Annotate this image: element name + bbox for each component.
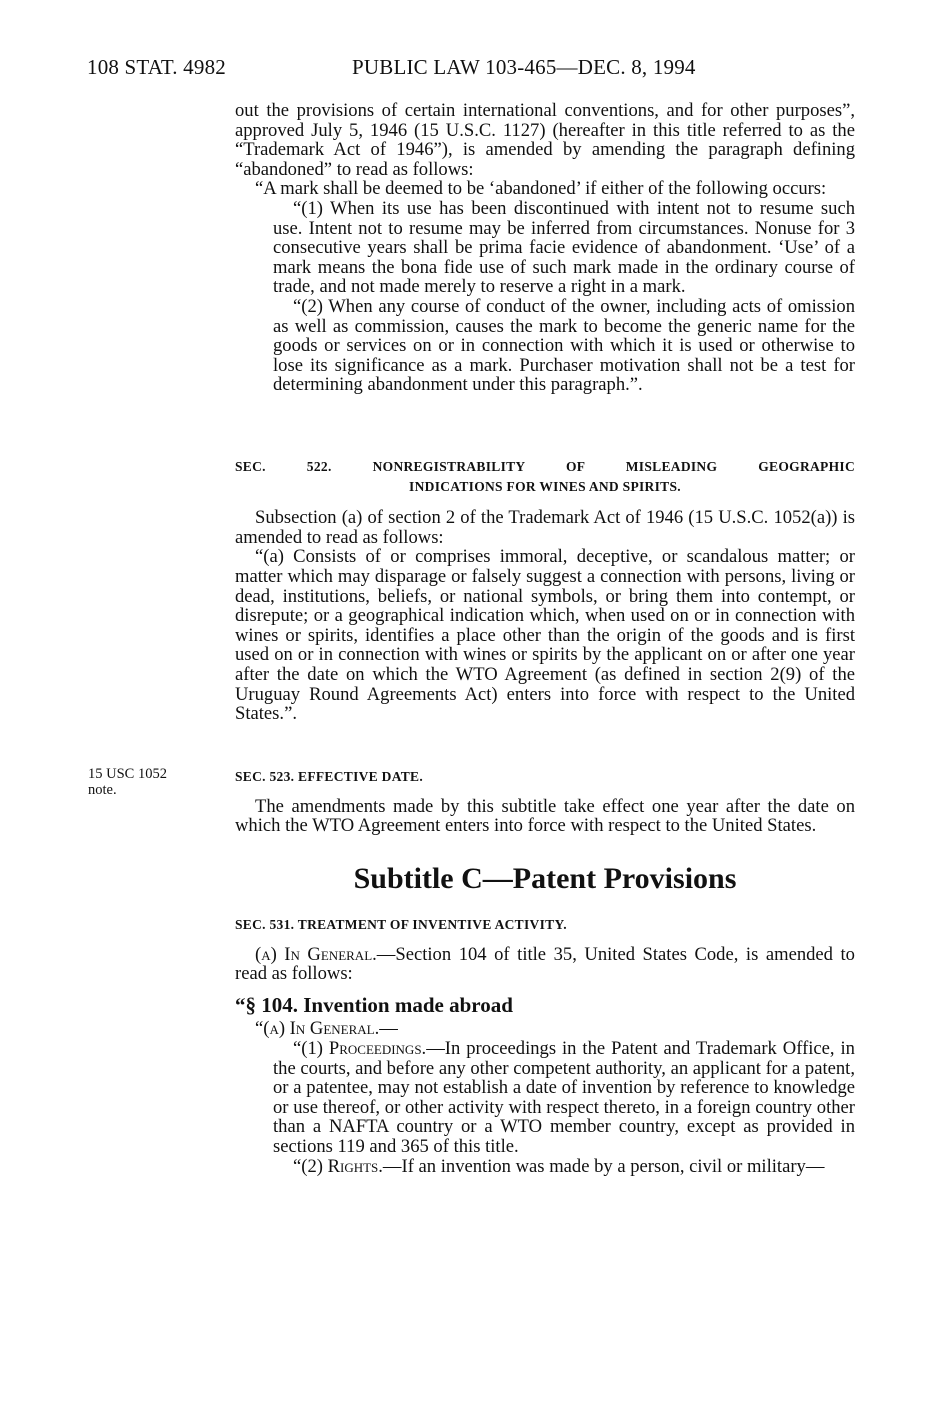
- margin-citation: 15 USC 1052: [88, 766, 167, 782]
- intro-paragraph: “A mark shall be deemed to be ‘abandoned’ if either of the following occurs:: [255, 178, 827, 200]
- sec-523: [235, 767, 855, 836]
- running-header: PUBLIC LAW 103-465—DEC. 8, 1994: [352, 55, 696, 79]
- clause-text: —If an invention was made by a person, civil or military—: [382, 1155, 825, 1177]
- subsection-label: (a) In General.: [255, 943, 377, 965]
- paragraph: The amendments made by this subtitle take effect one year after the date on which the WTO Agreement enters into force with respect to the United States.: [235, 795, 855, 837]
- subsection-heading: “(a) In General.—: [255, 1018, 398, 1040]
- section-heading: SEC. 522. NONREGISTRABILITY OF MISLEADING GEOGRAPHIC: [235, 459, 855, 474]
- intro-block: [235, 101, 855, 395]
- paragraph: [235, 945, 855, 984]
- margin-note: [88, 766, 167, 798]
- clause-label: “(1) Proceedings.: [293, 1037, 427, 1059]
- clause-2: “(2) When any course of conduct of the owner, including acts of omission as well as commission, causes the mark to become the generic name for the goods or services on or in connection with which it is used or otherwise to lose its significance as a mark. Purchaser motivation shall not be a test for determining abandonment under this paragraph.”.: [273, 295, 855, 396]
- sec-522: [235, 457, 855, 724]
- paragraph: Subsection (a) of section 2 of the Trademark Act of 1946 (15 U.S.C. 1052(a)) is amended to read as follows:: [235, 507, 855, 548]
- clause-1: “(1) When its use has been discontinued with intent not to resume such use. Intent not to resume may be inferred from circumstances. Nonuse for 3 consecutive years shall be prima facie evidence of abandonment. ‘Use’ of a mark means the bona fide use of such mark made in the ordinary course of trade, and not made merely to reserve a right in a mark.: [273, 197, 855, 298]
- subtitle-heading: Subtitle C—Patent Provisions: [353, 862, 737, 895]
- intro-paragraph: out the provisions of certain international conventions, and for other purposes”, approved July 5, 1946 (15 U.S.C. 1127) (hereafter in this title referred to as the “Trademark Act of 1946”), is amended by amending the paragraph defining “abandoned” to read as follows:: [235, 100, 855, 180]
- section-heading-cont: INDICATIONS FOR WINES AND SPIRITS.: [409, 478, 681, 494]
- clause-label: “(2) Rights.: [293, 1155, 383, 1177]
- paragraph: “(a) Consists of or comprises immoral, deceptive, or scandalous matter; or matter which may disparage or falsely suggest a connection with persons, living or dead, institutions, beliefs, or national symbols, or bring them into contempt, or disrepute; or a geographical indication which, when used on or in connection with wines or spirits, identifies a place other than the origin of the goods and is first used on or in connection with wines or spirits by the applicant on or after one year after the date on which the WTO Agreement (as defined in section 2(9) of the Uruguay Round Agreements Act) enters into force with respect to the United States.”.: [235, 546, 855, 725]
- sec-531: [235, 915, 855, 1176]
- section-heading: SEC. 531. TREATMENT OF INVENTIVE ACTIVITY.: [235, 917, 567, 932]
- clause-1: [235, 1039, 855, 1157]
- statute-page-number: 108 STAT. 4982: [87, 55, 226, 79]
- section-heading: SEC. 523. EFFECTIVE DATE.: [235, 769, 424, 784]
- margin-citation-note: note.: [88, 782, 117, 798]
- subsection-text: —Section 104 of title 35, United States Code, is amended to read as follows:: [235, 943, 855, 985]
- clause-text: —In proceedings in the Patent and Trademark Office, in the courts, and before any other competent authority, an applicant for a patent, or a patentee, may not establish a date of invention by reference to knowledge or use thereof, or other activity with respect thereto, in a foreign country other than a NAFTA country or a WTO member country, except as provided in sections 119 and 365 of this title.: [273, 1037, 855, 1157]
- clause-2: [235, 1157, 855, 1177]
- code-section-heading: “§ 104. Invention made abroad: [235, 992, 513, 1017]
